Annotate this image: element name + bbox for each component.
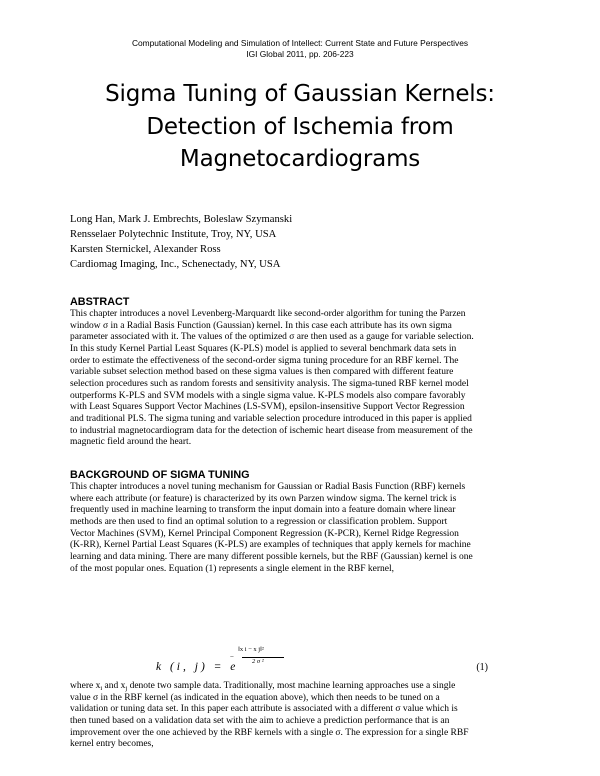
text-line: This chapter introduces a novel Levenberg-Marquardt like second-order algorithm for tuning the Parzen: [70, 309, 466, 319]
text-line: (K-RR), Kernel Partial Least Squares (K-PLS) are examples of techniques that apply kernels for machine: [70, 540, 471, 551]
equation-number: (1): [476, 662, 488, 673]
text-line: validation or tuning data set. In this paper each attribute is associated with a different σ value which is: [70, 704, 458, 715]
text-line: value σ in the RBF kernel (as indicated in the equation above), which then needs to be tuned on a: [70, 692, 440, 703]
text-line: selection procedures such as random forests and sensitivity analysis. The sigma-tuned RBF kernel model: [70, 378, 469, 389]
text-line: In this study Kernel Partial Least Squares (K-PLS) model is applied to several benchmark data sets in: [70, 343, 457, 354]
text-fragment: denote two sample data. Traditionally, most machine learning approaches use a single: [127, 681, 456, 691]
abstract-text: [70, 309, 532, 449]
text-line: variable subset selection method based on these sigma values is then compared with different feature: [70, 367, 454, 378]
text-line: magnetic field around the heart.: [70, 437, 192, 448]
equation-exponent: [230, 646, 298, 670]
header-line-1: Computational Modeling and Simulation of Intellect: Current State and Future Perspectives: [131, 38, 469, 48]
title-line-2: Detection of Ischemia from: [146, 113, 454, 140]
author-names-1: Long Han, Mark J. Embrechts, Boleslaw Szymanski: [70, 214, 293, 225]
text-line: This chapter introduces a novel tuning mechanism for Gaussian or Radial Basis Function (RBF) kernels: [70, 482, 466, 492]
text-line: of the most popular ones. Equation (1) represents a single element in the RBF kernel,: [70, 563, 394, 574]
affiliation-1: Rensselaer Polytechnic Institute, Troy, NY, USA: [70, 229, 277, 240]
background-text: [70, 482, 532, 575]
author-block: [70, 212, 530, 272]
exponent-minus: −: [230, 653, 234, 661]
text-fragment: and x: [102, 681, 126, 691]
text-line: methods are then used to find an optimal solution to a regression or classification problem. Support: [70, 516, 448, 527]
text-line: improvement over the one achieved by the RBF kernels with a single σ. The expression for a single RBF: [70, 727, 469, 738]
text-line: order to estimate the effectiveness of the second-order sigma tuning procedure for an RBF kernel. The: [70, 355, 459, 366]
text-line: then tuned based on a validation data set with the aim to achieve a prediction performance that is an: [70, 715, 450, 726]
text-line: learning and data mining. There are many different possible kernels, but the RBF (Gaussian) kernel is one: [70, 551, 473, 562]
subscript: j: [125, 685, 128, 692]
text-line: with Least Squares Support Vector Machines (LS-SVM), epsilon-insensitive Support Vector Regression: [70, 402, 465, 413]
text-line: and traditional PLS. The sigma tuning and variable selection procedure introduced in this paper is applied: [70, 413, 472, 424]
text-line: kernel entry becomes,: [70, 739, 154, 750]
text-fragment: where x: [70, 681, 101, 691]
post-equation-text: [70, 681, 532, 751]
running-header: [0, 38, 600, 60]
background-section: [70, 469, 532, 575]
text-line: window σ in a Radial Basis Function (Gaussian) kernel. In this case each attribute has its own sigma: [70, 320, 452, 331]
paper-title: [40, 78, 560, 176]
equation-lhs: k (i, j) = e: [156, 661, 239, 673]
text-line: frequently used in machine learning to transform the input domain into a feature domain where linear: [70, 505, 456, 516]
header-line-2: IGI Global 2011, pp. 206-223: [246, 49, 354, 59]
text-line: [70, 681, 532, 693]
text-line: to industrial magnetocardiogram data for the detection of ischemic heart disease from measurement of the: [70, 425, 473, 436]
text-line: outperforms K-PLS and SVM models with a single sigma value. K-PLS models also compare favorably: [70, 390, 466, 401]
exponent-numerator: ‖x i − x j‖²: [238, 646, 264, 653]
abstract-section: [70, 296, 532, 449]
title-line-1: Sigma Tuning of Gaussian Kernels:: [105, 81, 495, 107]
subscript: i: [100, 685, 103, 692]
text-line: Vector Machines (SVM), Kernel Principal Component Regression (K-PCR), Kernel Ridge Regression: [70, 528, 459, 539]
text-line: where each attribute (or feature) is characterized by its own Parzen window sigma. The kernel trick is: [70, 493, 457, 504]
title-line-3: Magnetocardiograms: [179, 146, 421, 172]
equation-1: [70, 646, 532, 682]
background-heading: BACKGROUND OF SIGMA TUNING: [70, 469, 250, 481]
abstract-heading: ABSTRACT: [70, 296, 130, 308]
author-names-2: Karsten Sternickel, Alexander Ross: [70, 244, 221, 255]
text-line: parameter associated with it. The values of the optimized σ are then used as a gauge for variable selection.: [70, 332, 474, 343]
exponent-denominator: 2 σ ²: [252, 658, 264, 665]
affiliation-2: Cardiomag Imaging, Inc., Schenectady, NY, USA: [70, 259, 281, 270]
